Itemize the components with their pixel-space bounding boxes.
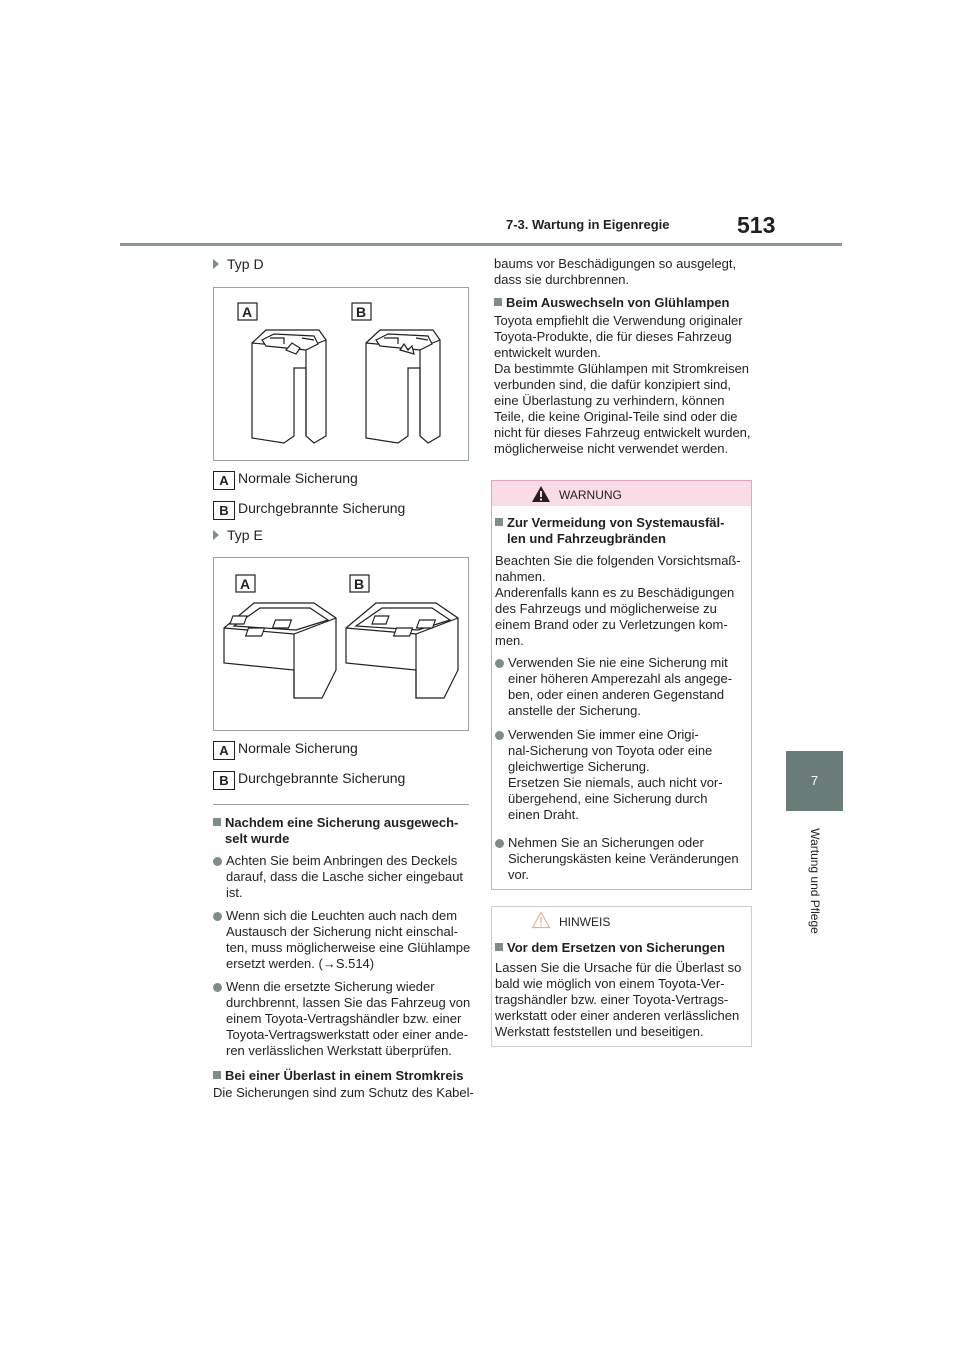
bullet-dot-icon [213,983,222,992]
square-bullet-icon [495,518,503,526]
fuse-type-e-illustration [214,558,468,730]
arrow-icon [213,530,219,540]
section-divider [213,804,469,805]
warning-title: WARNUNG [559,488,622,502]
chapter-label: Wartung und Pflege [808,828,822,934]
note-heading: Vor dem Ersetzen von Sicherungen [495,940,725,956]
note-header [492,907,751,932]
bullet-dot-icon [213,857,222,866]
overload-text: Die Sicherungen sind zum Schutz des Kabel- [213,1085,474,1100]
figure-label-b: B [356,304,367,320]
fuse-blown [366,330,440,443]
after-replacement-heading: Nachdem eine Sicherung ausgewech- selt wurde [213,815,458,847]
square-bullet-icon [495,943,503,951]
warning-triangle-icon [531,485,551,503]
type-d-caption-b: B Durchgebrannte Sicherung [213,500,405,520]
bulb-heading: Beim Auswechseln von Glühlampen [494,295,729,311]
fuse-normal [224,603,336,698]
type-e-heading: Typ E [213,527,263,543]
warning-intro: Beachten Sie die folgenden Vorsichtsmaß- nahmen. Anderenfalls kann es zu Beschädigungen des Fahrzeugs und möglicherweise zu einem Brand oder zu Verletzungen kom- men. [495,553,741,648]
overload-heading: Bei einer Überlast in einem Stromkreis [213,1068,463,1084]
figure-label-a: A [242,304,253,320]
bulb-text: Toyota empfiehlt die Verwendung originaler Toyota-Produkte, die für dieses Fahrzeug entwickelt wurden. Da bestimmte Glühlampen mit Stromkreisen verbunden sind, die dafür konzipiert sind, eine Überlastung zu verhindern, können Teile, die keine Original-Teile sind oder die nicht für dieses Fahrzeug entwickelt wurden, möglicherweise nicht verwendet werden. [494,313,751,456]
fuse-type-e-figure [213,557,469,731]
warning-box: WARNUNG Zur Vermeidung von Systemausfäl- len und Fahrzeugbränden Beachten Sie die folgenden Vorsichtsmaß- nahmen. Anderenfalls kann es zu Beschädigungen des Fahrzeugs und möglicherweise zu einem Brand oder zu Verletzungen kom- men. Verwenden Sie nie eine Sicherung mit einer höheren Amperezahl als angege- ben, oder einen anderen Gegenstand anstelle der Sicherung. Verwenden Sie immer eine Origi- nal-Sicherung von Toyota oder eine gleichwertige Sicherung. Ersetzen Sie niemals, auch nicht vor- übergehend, eine Sicherung durch einen Draht. Nehmen Sie an Sicherungen oder Sicherungskästen keine Veränderungen vor. [491,480,752,890]
note-box [491,906,752,1047]
figure-label-b: B [354,576,365,592]
note-title: HINWEIS [559,915,611,929]
type-e-caption-b: B Durchgebrannte Sicherung [213,770,405,790]
bullet-dot-icon [213,912,222,921]
figure-label-a: A [240,576,251,592]
arrow-icon [213,259,219,269]
fuse-normal [252,330,326,443]
note-text: Lassen Sie die Ursache für die Überlast so bald wie möglich von einem Toyota-Ver- tragshändler bzw. einer Toyota-Vertrags- werkstatt oder einer anderen verlässlichen Werkstatt feststellen und beseitigen. [495,960,742,1039]
square-bullet-icon [213,818,221,826]
warning-heading: Zur Vermeidung von Systemausfäl- len und Fahrzeugbränden [495,515,724,547]
bullet-dot-icon [495,839,504,848]
header-divider [120,243,842,246]
fuse-blown [346,603,458,698]
caution-triangle-icon [531,911,551,929]
fuse-type-d-illustration [214,288,468,460]
square-bullet-icon [213,1071,221,1079]
square-bullet-icon [494,298,502,306]
type-e-caption-a: A Normale Sicherung [213,740,358,760]
section-title: 7-3. Wartung in Eigenregie [506,217,670,232]
type-d-caption-a: A Normale Sicherung [213,470,358,490]
overload-text-continued: baums vor Beschädigungen so ausgelegt, dass sie durchbrennen. [494,256,737,287]
page-number: 513 [737,212,776,238]
chapter-tab[interactable]: 7 [786,751,843,811]
bullet-dot-icon [495,659,504,668]
fuse-type-d-figure [213,287,469,461]
type-d-heading: Typ D [213,256,264,272]
bullet-dot-icon [495,731,504,740]
warning-header [492,481,751,506]
